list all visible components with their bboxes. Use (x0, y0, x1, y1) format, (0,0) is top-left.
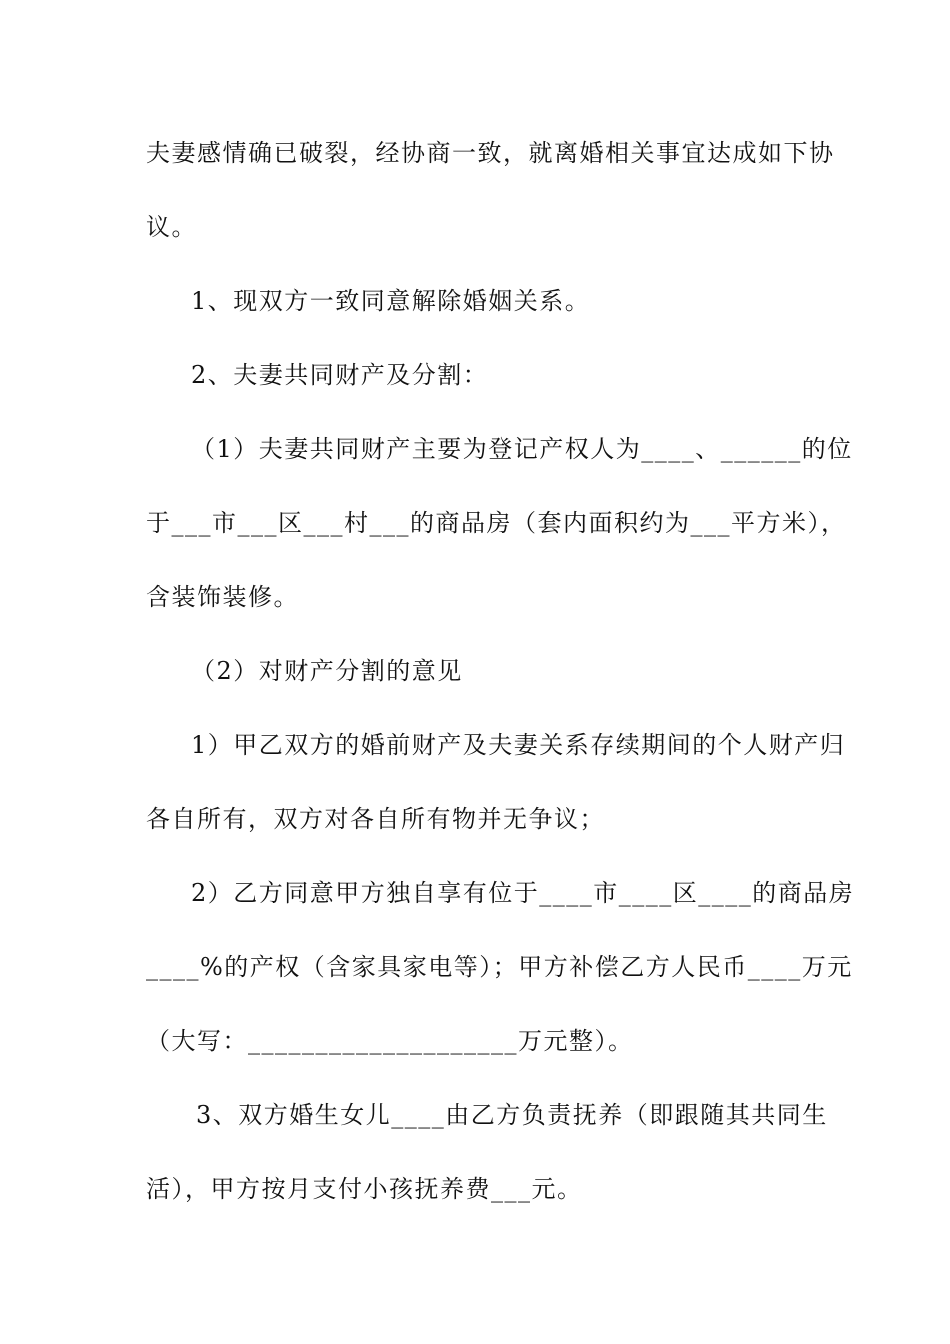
paragraph-intro-line-1: 夫妻感情确已破裂，经协商一致，就离婚相关事宜达成如下协 (146, 139, 835, 167)
clause-2-heading: 2、夫妻共同财产及分割： (191, 361, 489, 389)
clause-2-2-item-2-line-1: 2）乙方同意甲方独自享有位于____市____区____的商品房 (191, 879, 855, 907)
paragraph-intro-line-2: 议。 (146, 213, 197, 241)
clause-2-2-item-2-line-2: ____%的产权（含家具家电等）；甲方补偿乙方人民币____万元 (146, 953, 853, 981)
clause-2-1-line-1: （1）夫妻共同财产主要为登记产权人为____、______的位 (191, 435, 853, 463)
clause-2-1-line-2: 于___市___区___村___的商品房（套内面积约为___平方米）， (146, 509, 847, 537)
clause-2-2-heading: （2）对财产分割的意见 (191, 657, 463, 685)
clause-2-1-line-3: 含装饰装修。 (146, 583, 299, 611)
clause-2-2-item-2-line-3: （大写：____________________万元整）。 (146, 1027, 634, 1055)
clause-2-2-item-1-line-1: 1）甲乙双方的婚前财产及夫妻关系存续期间的个人财产归 (191, 731, 846, 759)
clause-1: 1、现双方一致同意解除婚姻关系。 (191, 287, 591, 315)
clause-3-line-2: 活），甲方按月支付小孩抚养费___元。 (146, 1175, 583, 1203)
clause-2-2-item-1-line-2: 各自所有，双方对各自所有物并无争议； (146, 805, 605, 833)
clause-3-line-1: 3、双方婚生女儿____由乙方负责抚养（即跟随其共同生 (196, 1101, 828, 1129)
